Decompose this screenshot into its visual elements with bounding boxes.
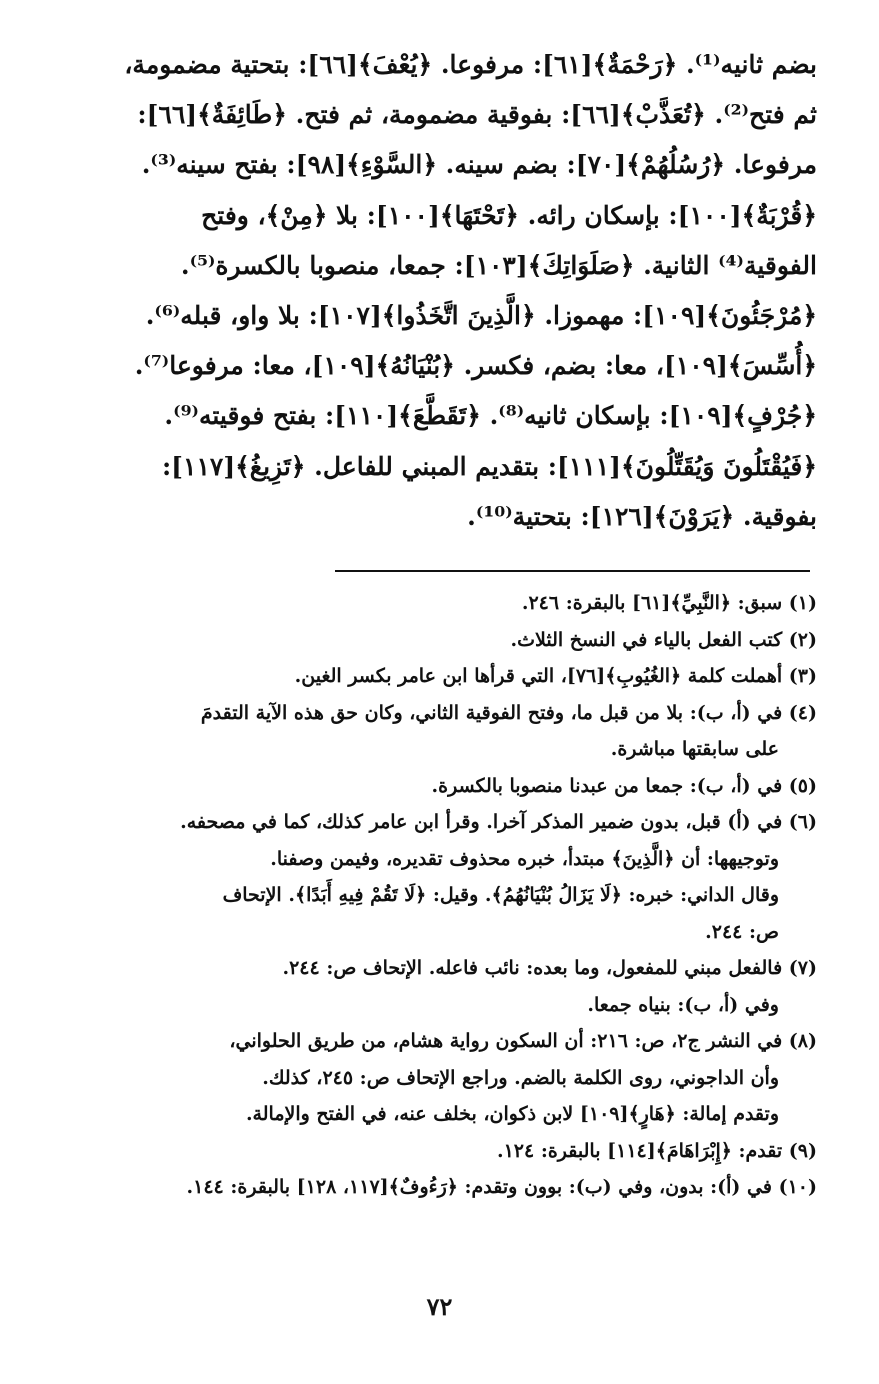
footnote-text: في (أ، ب): بلا من قبل ما، وفتح الفوقية الثاني، وكان حق هذه الآية التقدمَ [200,701,783,724]
footnote-text: وتقدم إمالة: ﴿هَارٍ﴾[١٠٩] لابن ذكوان، بخلف عنه، في الفتح والإمالة. [245,1103,779,1125]
main-text-line: ﴿قُرْبَةٌ﴾[١٠٠]: بإسكان رائه. ﴿تَحْتَهَا﴾[١٠٠]: بلا ﴿مِنْ﴾، وفتح [201,200,817,230]
footnote-text: تقدم: ﴿إِبْرَاهَامَ﴾[١١٤] بالبقرة: ١٢٤. [496,1139,783,1162]
footnote-text: وتوجيهها: أن ﴿الَّذِينَ﴾ مبتدأ، خبره محذوف تقديره، وفيمن وصفنا. [270,847,779,870]
main-text-line: ﴿جُرْفٍ﴾[١٠٩]: بإسكان ثانيه⁽⁸⁾. ﴿تَقَطَّعَ﴾[١١٠]: بفتح فوقيته⁽⁹⁾. [164,401,817,431]
footnote-label: (٨) [788,1030,817,1052]
footnote-text: وأن الداجوني، روى الكلمة بالضم. وراجع الإتحاف ص: ٢٤٥، كذلك. [262,1066,779,1089]
footnote-3 [62,658,817,695]
main-text-line: الفوقية⁽⁴⁾ الثانية. ﴿صَلَوَاتِكَ﴾[١٠٣]: جمعا، منصوبا بالكسرة⁽⁵⁾. [180,250,817,280]
footnote-label: (٧) [788,957,817,979]
footnote-text: على سابقتها مباشرة. [610,738,779,760]
main-text-line: ﴿فَيُقْتَلُونَ وَيُقَتِّلُونَ﴾[١١١]: بتقديم المبني للفاعل. ﴿تَزِيغُ﴾[١١٧]: [161,451,817,481]
footnotes-block [62,585,817,1206]
footnote-6 [62,804,817,950]
footnote-1 [62,585,817,622]
main-text-block [62,40,817,542]
footnote-text: فالفعل مبني للمفعول، وما بعده: نائب فاعله. الإتحاف ص: ٢٤٤. [282,957,783,979]
main-text-line: مرفوعا. ﴿رُسُلُهُمْ﴾[٧٠]: بضم سينه. ﴿السَّوْءِ﴾[٩٨]: بفتح سينه⁽³⁾. [141,150,817,180]
footnote-text: في (أ): بدون، وفي (ب): بوون وتقدم: ﴿رَءُوفٌ﴾[١١٧، ١٢٨] بالبقرة: ١٤٤. [186,1176,772,1198]
footnote-label: (٦) [788,811,817,833]
footnote-text: أهملت كلمة ﴿الغُيُوبِ﴾[٧٦]، التي قرأها ابن عامر بكسر الغين. [294,665,783,687]
footnote-text: كتب الفعل بالياء في النسخ الثلاث. [510,628,783,651]
footnote-label: (٢) [788,628,817,651]
footnote-label: (١) [788,592,817,614]
main-text-line: بضم ثانيه⁽¹⁾. ﴿رَحْمَةٌ﴾[٦١]: مرفوعا. ﴿يُعْفَ﴾[٦٦]: بتحتية مضمومة، [124,50,817,79]
footnote-label: (٥) [788,774,817,797]
footnote-8 [62,1023,817,1133]
footnote-text: في النشر ج٢، ص: ٢١٦: أن السكون رواية هشام، من طريق الحلواني، [229,1030,783,1052]
main-text-line: ثم فتح⁽²⁾. ﴿تُعَذَّبْ﴾[٦٦]: بفوقية مضمومة، ثم فتح. ﴿طَائِفَةٌ﴾[٦٦]: [137,100,817,130]
footnote-7 [62,950,817,1023]
footnote-separator [335,570,810,572]
footnote-text: ص: ٢٤٤. [705,920,779,943]
footnote-label: (٤) [788,701,817,724]
footnote-text: وفي (أ، ب): بنياه جمعا. [587,993,779,1016]
main-text-line: ﴿مُرْجَئُونَ﴾[١٠٩]: مهموزا. ﴿الَّذِينَ اتَّخَذُوا﴾[١٠٧]: بلا واو، قبله⁽⁶⁾. [145,301,817,331]
footnote-text: وقال الداني: خبره: ﴿لَا يَزَالُ بُنْيَانُهُمُ﴾. وقيل: ﴿لَا تَقُمْ فِيهِ أَبَدًا﴾. الإتحاف [222,884,779,906]
footnote-10 [62,1169,817,1206]
footnote-label: (١٠) [778,1176,817,1198]
footnote-2 [62,622,817,659]
footnote-text: سبق: ﴿النَّبِيِّ﴾[٦١] بالبقرة: ٢٤٦. [521,592,783,614]
footnote-text: في (أ، ب): جمعا من عبدنا منصوبا بالكسرة. [431,774,783,797]
footnote-text: في (أ) قبل، بدون ضمير المذكر آخرا. وقرأ ابن عامر كذلك، كما في مصحفه. [180,811,783,833]
footnote-5 [62,768,817,805]
footnote-4 [62,695,817,768]
footnote-label: (٣) [788,665,817,687]
footnote-label: (٩) [788,1139,817,1162]
footnote-9 [62,1133,817,1170]
main-text-line: ﴿أُسِّسَ﴾[١٠٩]، معا: بضم، فكسر. ﴿بُنْيَانُهُ﴾[١٠٩]، معا: مرفوعا⁽⁷⁾. [134,351,817,381]
page-number: ٧٢ [426,1292,453,1321]
main-text-line: بفوقية. ﴿يَرَوْنَ﴾[١٢٦]: بتحتية⁽¹⁰⁾. [467,501,817,531]
